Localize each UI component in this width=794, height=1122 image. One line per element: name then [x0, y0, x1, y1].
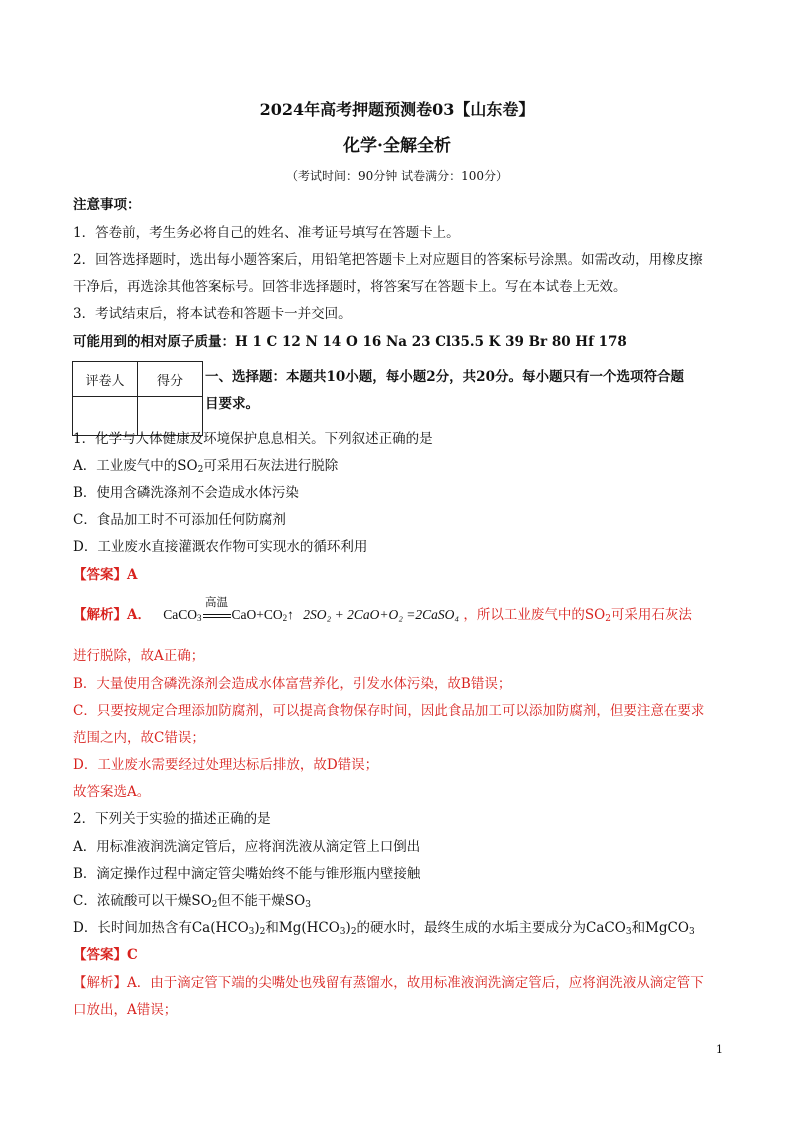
atomic-masses-label: 可能用到的相对原子质量： — [73, 334, 235, 350]
score-table-reviewer-header: 评卷人 — [73, 362, 138, 397]
q2-option-d: D．长时间加热含有$Ca(HCO_3)_2$和$Mg(HCO_3)_2$的硬水时，最终生成的水垢主要成分为CaCO$_3$和MgCO$_3$ — [73, 920, 695, 937]
q1-explain-b: B．大量使用含磷洗涤剂会造成水体富营养化，引发水体污染，故B错误； — [73, 676, 512, 692]
q1-explain-a: 【解析】A． CaCO$_3$ 高温 $CaO+CO_2↑$ 2SO₂ + 2CaO+O₂ =2CaSO₄ ，所以工业废气中的$SO_2$可采用石灰法 — [73, 597, 692, 624]
q1-explain-c-line-2: 范围之内，故C错误； — [73, 730, 205, 746]
atomic-masses — [73, 333, 627, 351]
q1-option-d: D．工业废水直接灌溉农作物可实现水的循环利用 — [73, 539, 368, 555]
q2-explain-line-1: 【解析】A．由于滴定管下端的尖嘴处也残留有蒸馏水，故用标准液润洗滴定管后，应将润洗液从滴定管下 — [73, 975, 704, 991]
notes-item-2-line-1: 2．回答选择题时，选出每小题答案后，用铅笔把答题卡上对应题目的答案标号涂黑。如需改动，用橡皮擦 — [73, 252, 703, 268]
score-table — [72, 361, 203, 436]
q1-explain-a-line-2: 进行脱除，故A正确； — [73, 648, 205, 664]
notes-item-1: 1．答卷前，考生务必将自己的姓名、准考证号填写在答题卡上。 — [73, 225, 460, 241]
q1-conclusion: 故答案选A。 — [73, 784, 151, 800]
q1-option-b: B．使用含磷洗涤剂不会造成水体污染 — [73, 485, 299, 501]
heating-arrow: 高温 — [202, 606, 232, 624]
page-number: 1 — [716, 1043, 723, 1056]
exam-subtitle: 化学·全解全析 — [343, 136, 451, 156]
reaction-equation-1: CaCO$_3$ 高温 $CaO+CO_2↑$ — [163, 597, 294, 623]
q2-stem: 2．下列关于实验的描述正确的是 — [73, 811, 271, 827]
atomic-masses-values: H 1 C 12 N 14 O 16 Na 23 Cl35.5 K 39 Br 80 Hf 178 — [235, 334, 627, 350]
q1-stem: 1．化学与人体健康及环境保护息息相关。下列叙述正确的是 — [73, 431, 433, 447]
notes-item-3: 3．考试结束后，将本试卷和答题卡一并交回。 — [73, 306, 352, 322]
q2-option-b: B．滴定操作过程中滴定管尖嘴始终不能与锥形瓶内壁接触 — [73, 866, 421, 882]
q2-option-a: A．用标准液润洗滴定管后，应将润洗液从滴定管上口倒出 — [73, 839, 421, 855]
score-table-score-header: 得分 — [138, 362, 203, 397]
notes-heading: 注意事项： — [73, 197, 141, 213]
q2-answer: 【答案】C — [73, 947, 138, 963]
reaction-equation-2: 2SO₂ + 2CaO+O₂ =2CaSO₄ — [303, 607, 460, 622]
notes-item-2-line-2: 干净后，再选涂其他答案标号。回答非选择题时，将答案写在答题卡上。写在本试卷上无效。 — [73, 279, 627, 295]
section-1-heading-line-2: 目要求。 — [205, 396, 259, 412]
q1-option-c: C．食品加工时不可添加任何防腐剂 — [73, 512, 286, 528]
q2-option-c: C．浓硫酸可以干燥$SO_2$但不能干燥$SO_3$ — [73, 893, 311, 910]
section-1-heading-line-1: 一、选择题：本题共10小题，每小题2分，共20分。每小题只有一个选项符合题 — [205, 369, 684, 385]
q1-answer: 【答案】A — [73, 567, 138, 583]
exam-title: 2024年高考押题预测卷03【山东卷】 — [259, 100, 535, 119]
q1-explain-c-line-1: C．只要按规定合理添加防腐剂，可以提高食物保存时间，因此食品加工可以添加防腐剂，但要注意在要求 — [73, 703, 705, 719]
q1-option-a: A．工业废气中的$SO_2$可采用石灰法进行脱除 — [73, 458, 339, 475]
q1-explain-d: D．工业废水需要经过处理达标后排放，故D错误； — [73, 757, 379, 773]
exam-info: （考试时间：90分钟 试卷满分：100分） — [286, 169, 508, 183]
q2-explain-line-2: 口放出，A错误； — [73, 1002, 178, 1018]
